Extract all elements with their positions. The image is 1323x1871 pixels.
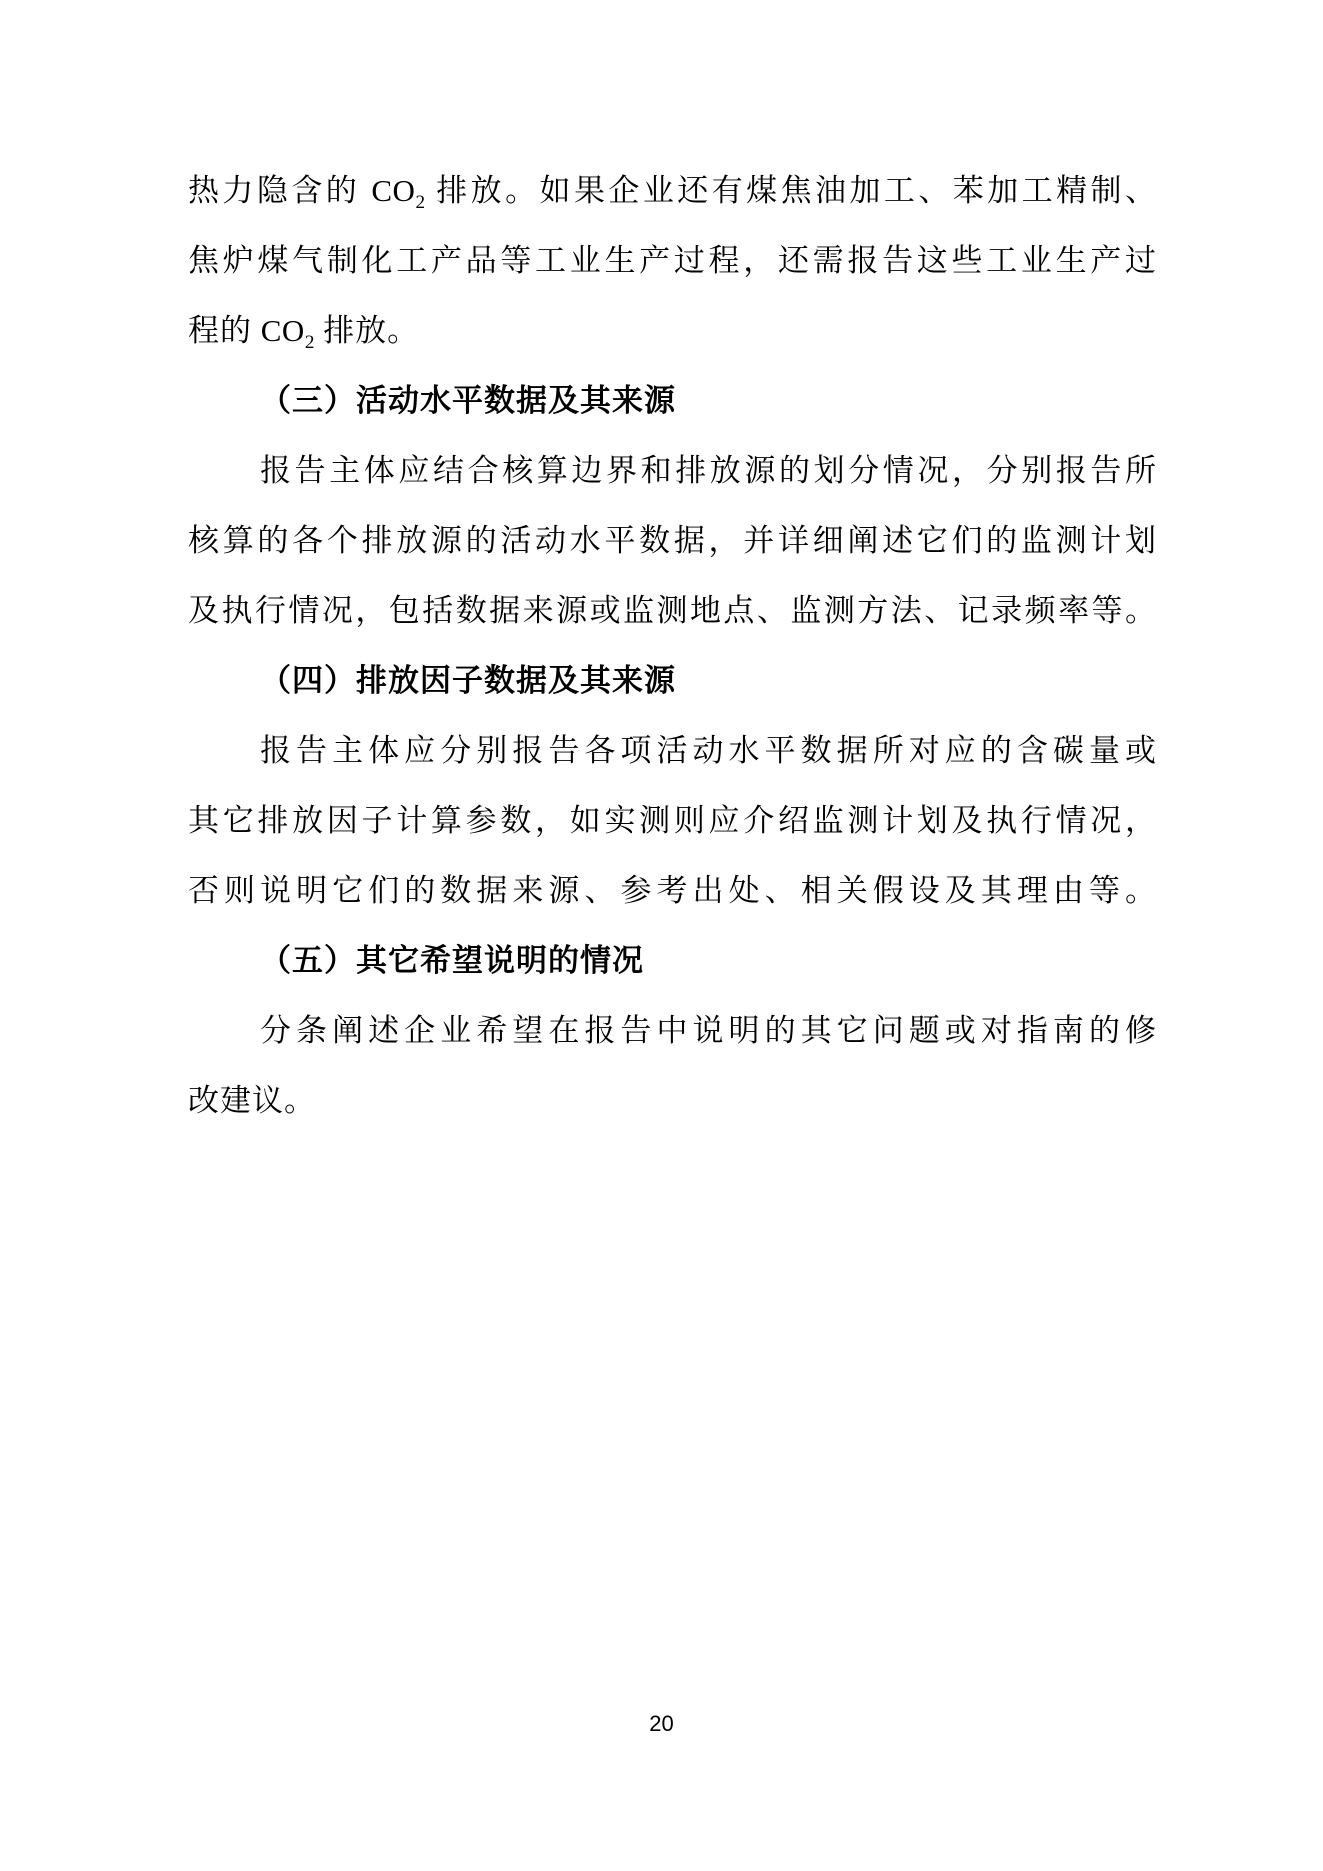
body-line: 改建议。 bbox=[188, 1083, 316, 1118]
body-line: 及执行情况，包括数据来源或监测地点、监测方法、记录频率等。 bbox=[188, 593, 1157, 628]
body-text-segment: 热力隐含的 bbox=[188, 173, 372, 208]
co2-formula: CO bbox=[371, 173, 416, 208]
section-heading-5: （五）其它希望说明的情况 bbox=[260, 943, 644, 978]
body-text-segment: 程的 bbox=[188, 313, 261, 348]
body-text-segment: 排放。如果企业还有煤焦油加工、苯加工精制、 bbox=[425, 173, 1157, 208]
body-line: 焦炉煤气制化工产品等工业生产过程，还需报告这些工业生产过 bbox=[188, 243, 1157, 278]
page-number: 20 bbox=[649, 1711, 674, 1736]
section-heading-4: （四）排放因子数据及其来源 bbox=[260, 663, 676, 698]
body-line bbox=[188, 296, 1157, 366]
body-line: 分条阐述企业希望在报告中说明的其它问题或对指南的修 bbox=[260, 1013, 1157, 1048]
co2-subscript: 2 bbox=[415, 192, 426, 214]
document-body bbox=[188, 156, 1157, 1136]
co2-formula: CO bbox=[260, 313, 305, 348]
body-text-segment: 排放。 bbox=[314, 313, 420, 348]
body-line: 报告主体应分别报告各项活动水平数据所对应的含碳量或 bbox=[260, 733, 1157, 768]
body-line: 报告主体应结合核算边界和排放源的划分情况，分别报告所 bbox=[260, 453, 1157, 488]
body-line bbox=[188, 156, 1157, 226]
body-line: 核算的各个排放源的活动水平数据，并详细阐述它们的监测计划 bbox=[188, 523, 1157, 558]
body-line: 否则说明它们的数据来源、参考出处、相关假设及其理由等。 bbox=[188, 873, 1157, 908]
co2-subscript: 2 bbox=[304, 332, 315, 354]
body-line: 其它排放因子计算参数，如实测则应介绍监测计划及执行情况， bbox=[188, 803, 1157, 838]
section-heading-3: （三）活动水平数据及其来源 bbox=[260, 383, 676, 418]
